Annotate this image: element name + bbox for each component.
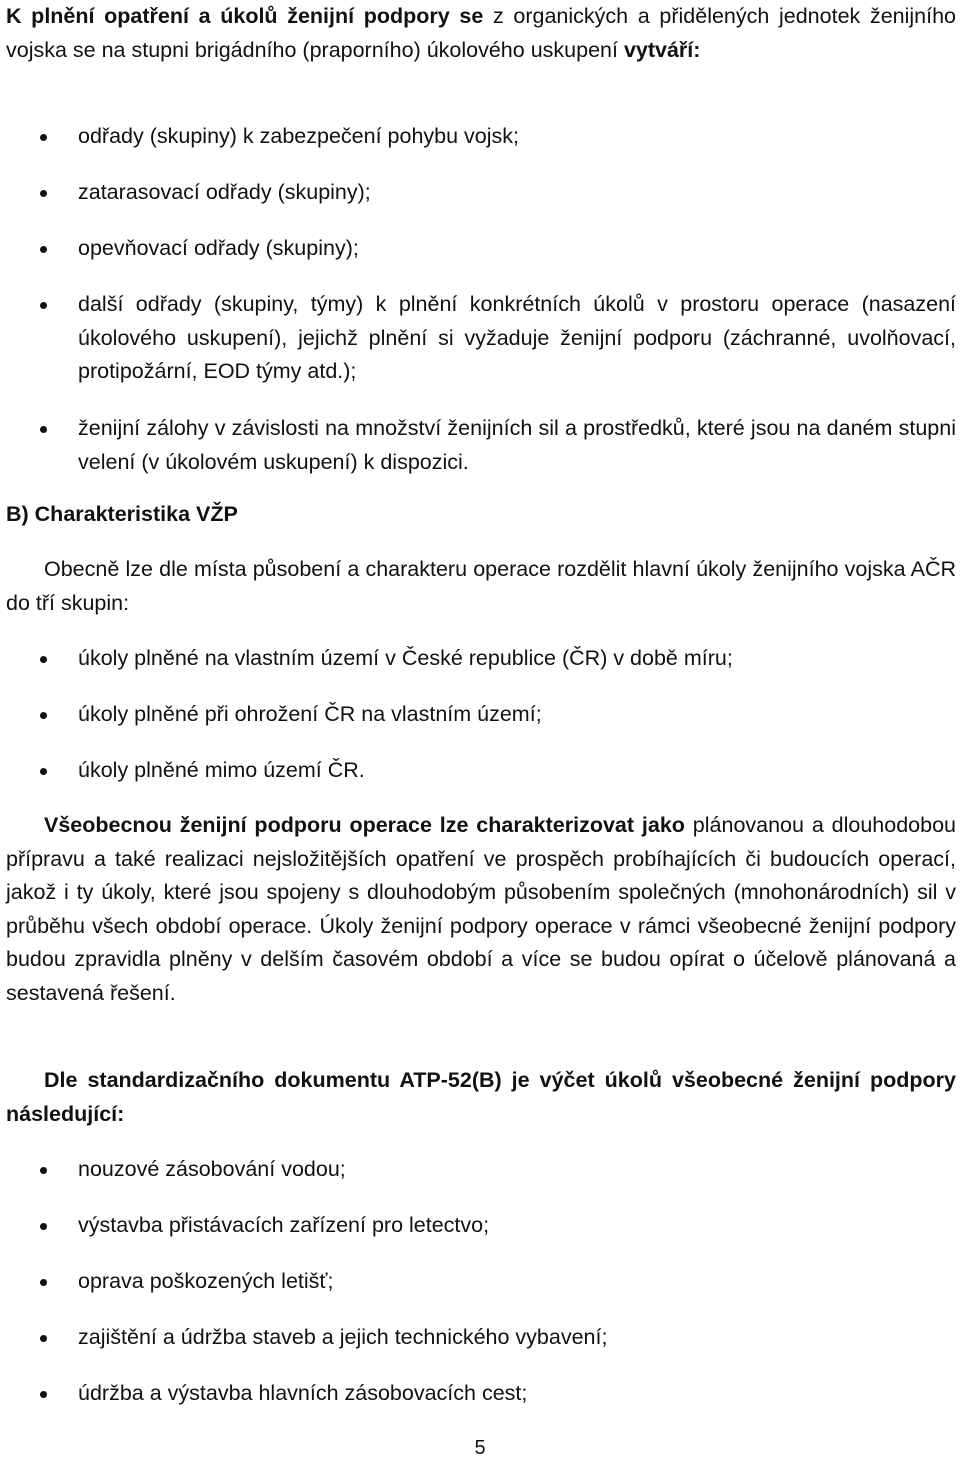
- list-item-text: odřady (skupiny) k zabezpečení pohybu vojsk;: [78, 124, 519, 148]
- section-paragraph-text: Obecně lze dle místa působení a charakteru operace rozdělit hlavní úkoly ženijního vojska AČR do tří skupin:: [6, 557, 956, 615]
- intro-bold-end: vytváří:: [623, 37, 701, 62]
- list-item-text: ženijní zálohy v závislosti na množství ženijních sil a prostředků, které jsou na daném stupni velení (v úkolovém uskupení) k dispozici.: [78, 416, 956, 474]
- list-item-text: oprava poškozených letišť;: [78, 1269, 334, 1293]
- list-item-text: výstavba přistávacích zařízení pro letectvo;: [78, 1213, 490, 1237]
- bullet-icon: [40, 768, 47, 775]
- section-heading: [6, 498, 956, 532]
- bullet-icon: [40, 1223, 47, 1230]
- list-item-text: úkoly plněné při ohrožení ČR na vlastním území;: [78, 702, 542, 726]
- bullet-icon: [40, 190, 47, 197]
- intro-text: z organických a přidělených jednotek ženijního vojska se na stupni brigádního (praporního) úkolového uskupení: [6, 4, 957, 62]
- list-item-text: úkoly plněné mimo území ČR.: [78, 758, 365, 782]
- general-support-paragraph: [6, 809, 956, 1010]
- list-item-text: zatarasovací odřady (skupiny);: [78, 180, 371, 204]
- bullet-icon: [40, 656, 47, 663]
- bullet-icon: [40, 302, 47, 309]
- list-item-text: úkoly plněné na vlastním území v České republice (ČR) v době míru;: [78, 646, 733, 670]
- list-item-text: opevňovací odřady (skupiny);: [78, 236, 359, 260]
- bullet-icon: [40, 1391, 47, 1398]
- section-paragraph: [6, 553, 956, 620]
- bullet-icon: [40, 1279, 47, 1286]
- bullet-icon: [40, 134, 47, 141]
- list-item-text: údržba a výstavba hlavních zásobovacích cest;: [78, 1381, 528, 1405]
- atp-paragraph: [6, 1064, 956, 1131]
- bullet-icon: [40, 426, 47, 433]
- bullet-icon: [40, 712, 47, 719]
- bullet-icon: [40, 1335, 47, 1342]
- list-item-text: další odřady (skupiny, týmy) k plnění konkrétních úkolů v prostoru operace (nasazení úkolového uskupení), jejichž plnění si vyžaduje ženijní podporu (záchranné, uvolňovací, protipožární, EOD týmy atd.);: [78, 292, 956, 383]
- section-heading-text: B) Charakteristika VŽP: [6, 502, 238, 526]
- bullet-icon: [40, 246, 47, 253]
- bullet-icon: [40, 1167, 47, 1174]
- general-support-bold: Všeobecnou ženijní podporu operace lze charakterizovat jako: [44, 813, 685, 837]
- general-support-text: plánovanou a dlouhodobou přípravu a také realizaci nejsložitějších opatření ve prospěch probíhajících či budoucích operací, jakož i ty úkoly, které jsou spojeny s dlouhodobým působením společných (mnohonárodních) sil v průběhu všech období operace. Úkoly ženijní podpory operace v rámci všeobecné ženijní podpory budou zpravidla plněny v delším časovém období a více se budou opírat o účelově plánovaná a sestavená řešení.: [6, 813, 956, 1005]
- page-number: 5: [474, 1437, 486, 1459]
- intro-bold-text: K plnění opatření a úkolů ženijní podpory se: [6, 4, 484, 28]
- intro-paragraph: [6, 0, 956, 67]
- list-item-text: zajištění a údržba staveb a jejich technického vybavení;: [78, 1325, 608, 1349]
- list-item-text: nouzové zásobování vodou;: [78, 1157, 346, 1181]
- atp-bold-text: Dle standardizačního dokumentu ATP-52(B) je výčet úkolů všeobecné ženijní podpory následující:: [6, 1068, 956, 1126]
